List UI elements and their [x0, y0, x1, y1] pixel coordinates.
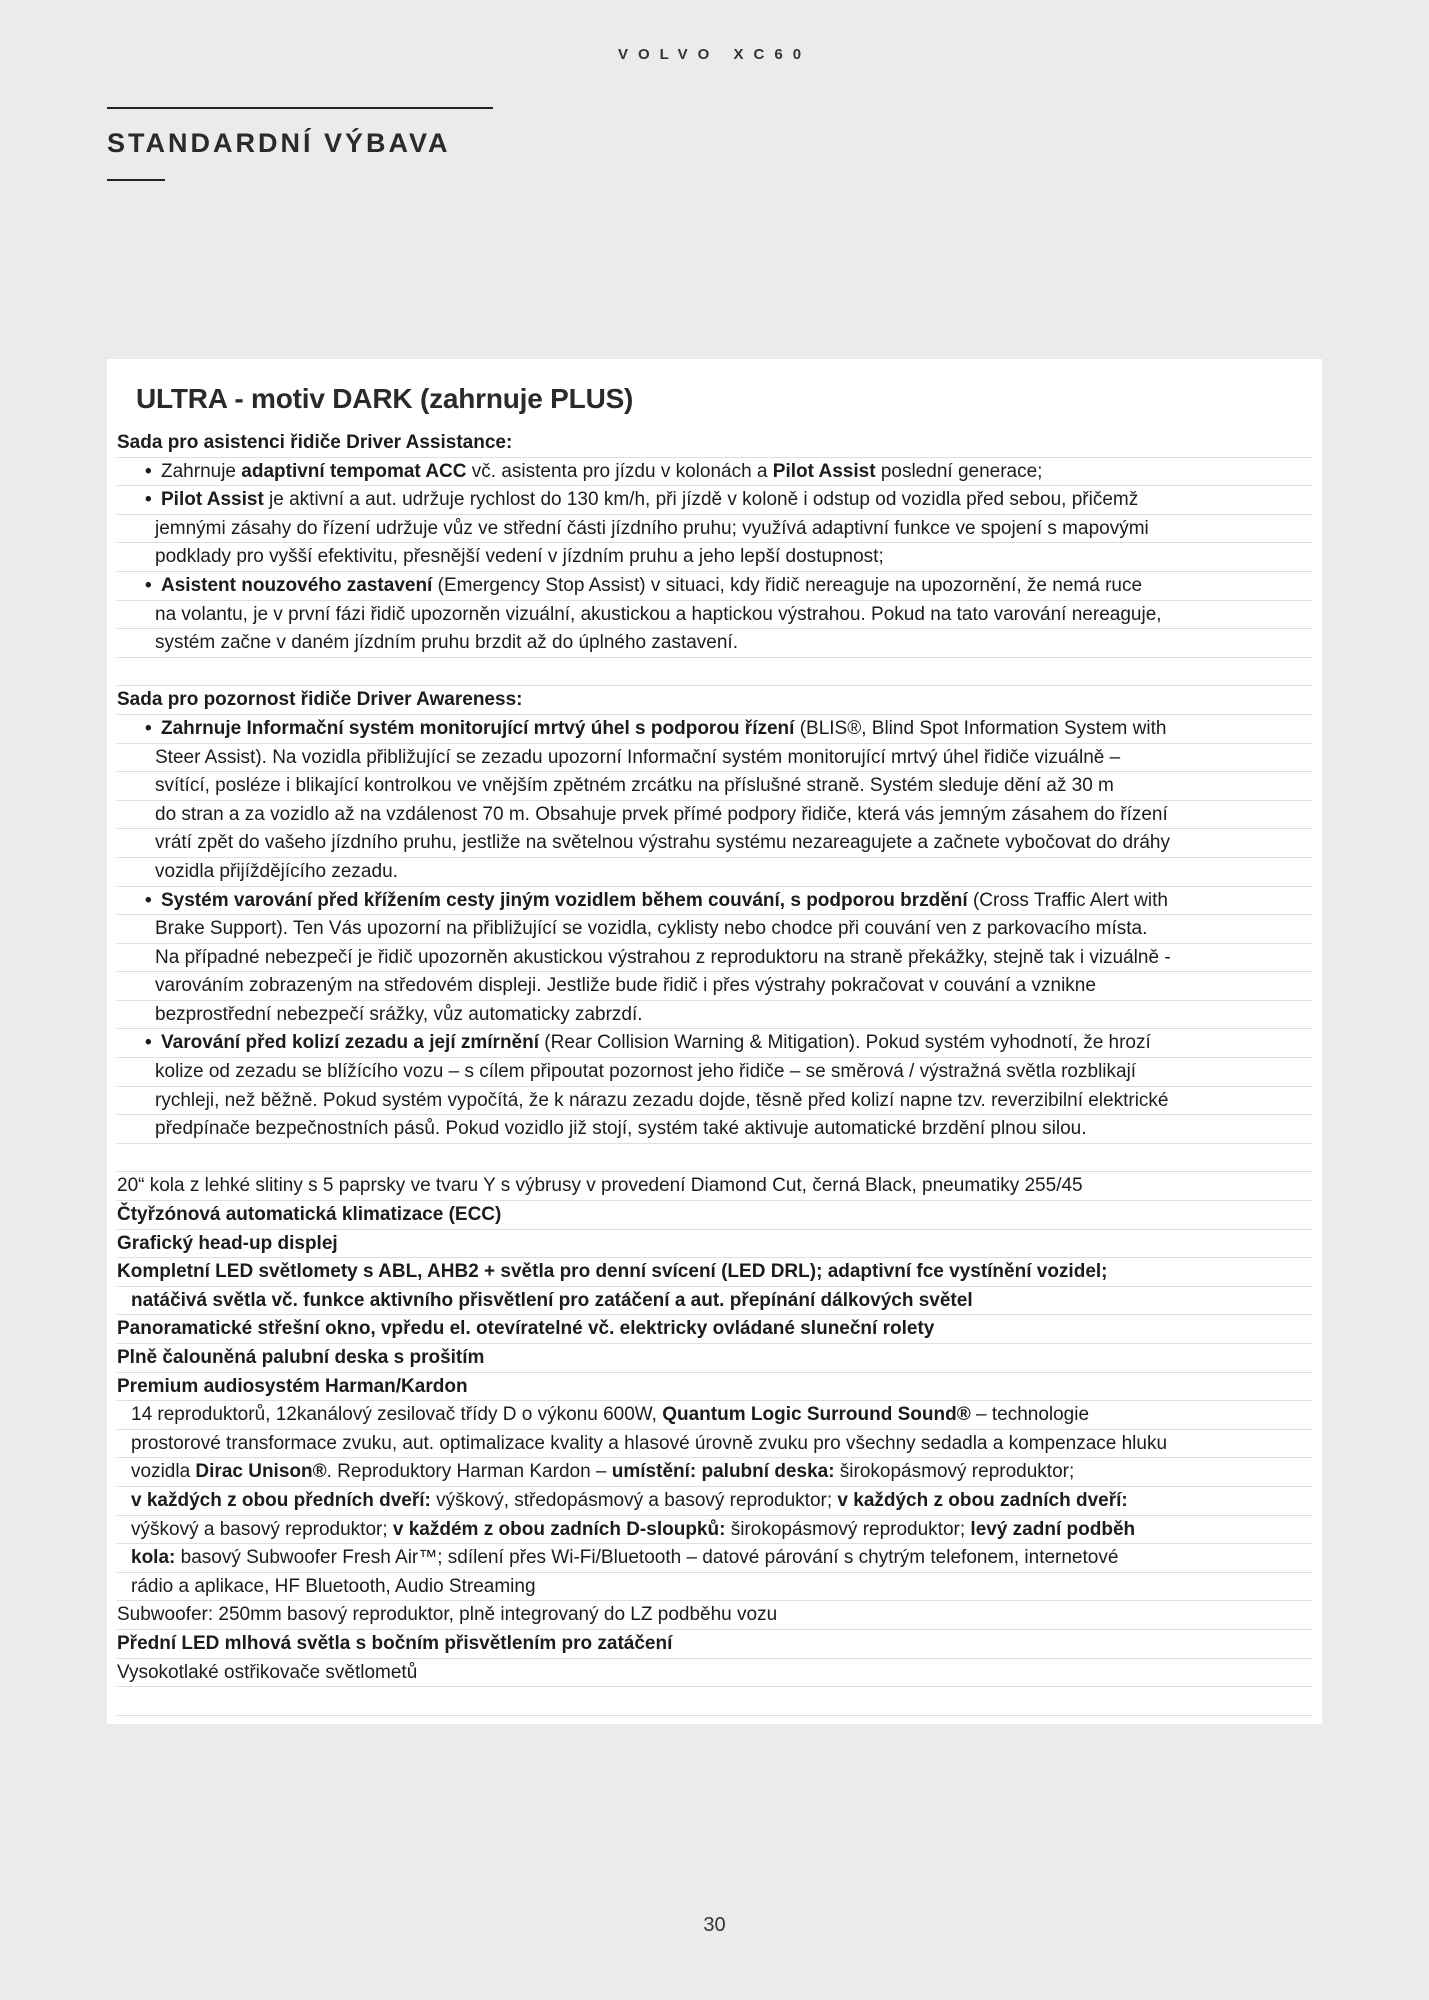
list-item-continuation: Na případné nebezpečí je řidič upozorněn akustickou výstrahou z reproduktoru na straně překážky, stejně tak i vizuálně - — [117, 944, 1312, 973]
audio-description: 14 reproduktorů, 12kanálový zesilovač třídy D o výkonu 600W, Quantum Logic Surround Sound® – technologie — [117, 1401, 1312, 1430]
bullet-icon: • — [145, 489, 152, 511]
top-divider — [107, 107, 493, 109]
equipment-headlight-washers: Vysokotlaké ostřikovače světlometů — [117, 1659, 1312, 1688]
audio-description: vozidla Dirac Unison®. Reproduktory Harman Kardon – umístění: palubní deska: širokopásmový reproduktor; — [117, 1458, 1312, 1487]
list-item-continuation: varováním zobrazeným na středovém displeji. Jestliže bude řidič i přes výstrahy pokračovat v couvání a vznikne — [117, 972, 1312, 1001]
list-item: • Varování před kolizí zezadu a její zmírnění (Rear Collision Warning & Mitigation). Pokud systém vyhodnotí, že hrozí — [117, 1029, 1312, 1058]
equipment-subwoofer: Subwoofer: 250mm basový reproduktor, plně integrovaný do LZ podběhu vozu — [117, 1601, 1312, 1630]
list-item: • Asistent nouzového zastavení (Emergency Stop Assist) v situaci, kdy řidič nereaguje na upozornění, že nemá ruce — [117, 572, 1312, 601]
list-item-continuation: systém začne v daném jízdním pruhu brzdit až do úplného zastavení. — [117, 629, 1312, 658]
equipment-hud: Grafický head-up displej — [117, 1230, 1312, 1259]
equipment-climate: Čtyřzónová automatická klimatizace (ECC) — [117, 1201, 1312, 1230]
spacer-row — [117, 1144, 1312, 1173]
title-underline — [107, 179, 165, 181]
audio-description: prostorové transformace zvuku, aut. optimalizace kvality a hlasové úrovně zvuku pro všechny sedadla a kompenzace hluku — [117, 1430, 1312, 1459]
card-title: ULTRA - motiv DARK (zahrnuje PLUS) — [136, 383, 634, 414]
driver-awareness-heading: Sada pro pozornost řidiče Driver Awareness: — [117, 686, 1312, 715]
list-item: • Zahrnuje Informační systém monitorující mrtvý úhel s podporou řízení (BLIS®, Blind Spot Information System with — [117, 715, 1312, 744]
equipment-audio-heading: Premium audiosystém Harman/Kardon — [117, 1373, 1312, 1402]
equipment-led-headlights-cont: natáčivá světla vč. funkce aktivního přisvětlení pro zatáčení a aut. přepínání dálkových světel — [117, 1287, 1312, 1316]
audio-description: rádio a aplikace, HF Bluetooth, Audio Streaming — [117, 1573, 1312, 1602]
audio-description: kola: basový Subwoofer Fresh Air™; sdílení přes Wi-Fi/Bluetooth – datové párování s chytrým telefonem, internetové — [117, 1544, 1312, 1573]
list-item-continuation: svítící, posléze i blikající kontrolkou ve vnějším zpětném zrcátku na příslušné straně. Systém sleduje dění až 30 m — [117, 772, 1312, 801]
list-item: • Zahrnuje adaptivní tempomat ACC vč. asistenta pro jízdu v kolonách a Pilot Assist poslední generace; — [117, 458, 1312, 487]
section-title: STANDARDNÍ VÝBAVA — [107, 128, 451, 158]
equipment-dashboard: Plně čalouněná palubní deska s prošitím — [117, 1344, 1312, 1373]
list-item-continuation: na volantu, je v první fázi řidič upozorněn vizuální, akustickou a haptickou výstrahou. Pokud na tato varování nereaguje, — [117, 601, 1312, 630]
list-item-continuation: rychleji, než běžně. Pokud systém vypočítá, že k nárazu zezadu dojde, těsně před kolizí napne tzv. reverzibilní elektrické — [117, 1087, 1312, 1116]
list-item-continuation: kolize od zezadu se blížícího vozu – s cílem připoutat pozornost jeho řidiče – se směrová / výstražná světla rozblikají — [117, 1058, 1312, 1087]
bullet-icon: • — [145, 460, 152, 482]
list-item: • Systém varování před křížením cesty jiným vozidlem během couvání, s podporou brzdění (Cross Traffic Alert with — [117, 887, 1312, 916]
spacer-row — [117, 1687, 1312, 1716]
list-item-continuation: podklady pro vyšší efektivitu, přesnější vedení v jízdním pruhu a jeho lepší dostupnost; — [117, 543, 1312, 572]
audio-description: v každých z obou předních dveří: výškový, středopásmový a basový reproduktor; v každých z obou zadních dveří: — [117, 1487, 1312, 1516]
bullet-icon: • — [145, 889, 152, 911]
page-number: 30 — [703, 1914, 726, 1936]
equipment-card — [107, 359, 1322, 1724]
audio-description: výškový a basový reproduktor; v každém z obou zadních D-sloupků: širokopásmový reproduktor; levý zadní podběh — [117, 1516, 1312, 1545]
list-item-continuation: Brake Support). Ten Vás upozorní na přibližující se vozidla, cyklisty nebo chodce při couvání ven z parkovacího místa. — [117, 915, 1312, 944]
list-item-continuation: vozidla přijíždějícího zezadu. — [117, 858, 1312, 887]
list-item-continuation: jemnými zásahy do řízení udržuje vůz ve střední části jízdního pruhu; využívá adaptivní funkce ve spojení s mapovými — [117, 515, 1312, 544]
brand-header: VOLVO XC60 — [617, 46, 812, 63]
spacer-row — [117, 658, 1312, 687]
list-item-continuation: do stran a za vozidlo až na vzdálenost 70 m. Obsahuje prvek přímé podpory řidiče, která vás jemným zásahem do řízení — [117, 801, 1312, 830]
list-item-continuation: bezprostřední nebezpečí srážky, vůz automaticky zabrzdí. — [117, 1001, 1312, 1030]
list-item: • Pilot Assist je aktivní a aut. udržuje rychlost do 130 km/h, při jízdě v koloně i odstup od vozidla před sebou, přičemž — [117, 486, 1312, 515]
bullet-icon: • — [145, 574, 152, 596]
equipment-wheels: 20“ kola z lehké slitiny s 5 paprsky ve tvaru Y s výbrusy v provedení Diamond Cut, černá Black, pneumatiky 255/45 — [117, 1172, 1312, 1201]
equipment-fog-lights: Přední LED mlhová světla s bočním přisvětlením pro zatáčení — [117, 1630, 1312, 1659]
list-item-continuation: předpínače bezpečnostních pásů. Pokud vozidlo již stojí, systém také aktivuje automatické brzdění plnou silou. — [117, 1115, 1312, 1144]
equipment-panoramic-roof: Panoramatické střešní okno, vpředu el. otevíratelné vč. elektricky ovládané sluneční rolety — [117, 1315, 1312, 1344]
bullet-icon: • — [145, 717, 152, 739]
list-item-continuation: Steer Assist). Na vozidla přibližující se zezadu upozorní Informační systém monitorující mrtvý úhel řidiče vizuálně – — [117, 744, 1312, 773]
list-item-continuation: vrátí zpět do vašeho jízdního pruhu, jestliže na světelnou výstrahu systému nezareagujete a začnete vybočovat do dráhy — [117, 829, 1312, 858]
driver-assistance-heading: Sada pro asistenci řidiče Driver Assistance: — [117, 429, 1312, 458]
bullet-icon: • — [145, 1032, 152, 1054]
equipment-led-headlights: Kompletní LED světlomety s ABL, AHB2 + světla pro denní svícení (LED DRL); adaptivní fce vystínění vozidel; — [117, 1258, 1312, 1287]
